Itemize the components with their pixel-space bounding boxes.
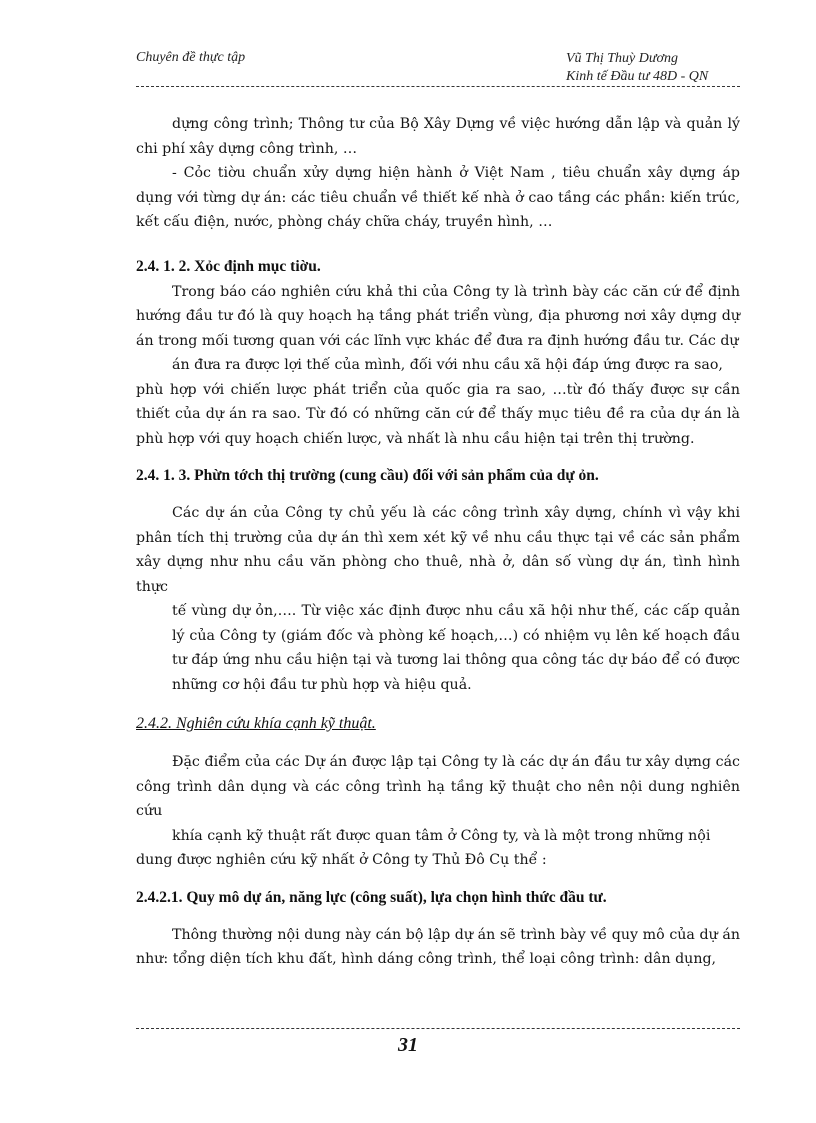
footer-divider [136,1028,740,1029]
subsection-heading: 2.4.2. Nghiên cứu khía cạnh kỹ thuật. [136,715,376,732]
section-heading: 2.4. 1. 3. Phừn tớch thị trường (cung cầu) đối với sản phẩm của dự ỏn. [136,467,599,484]
header-class: Kinh tế Đầu tư 48D - QN [566,69,709,84]
paragraph: Thông thường nội dung này cán bộ lập dự án sẽ trình bày về quy mô của dự án như: tổng diện tích khu đất, hình dáng công trình, thể loại công trình: dân dụng, [136,926,740,967]
document-body [136,112,740,972]
paragraph: tế vùng dự ỏn,…. Từ việc xác định được nhu cầu xã hội như thế, các cấp quản lý của Công ty (giám đốc và phòng kế hoạch,…) có nhiệm vụ lên kế hoạch đầu tư đáp ứng nhu cầu hiện tại và tương lai thông qua công tác dự báo để có được những cơ hội đầu tư phù hợp và hiệu quả. [172,603,740,693]
paragraph: án đưa ra được lợi thế của mình, đối với nhu cầu xã hội đáp ứng được ra sao, [172,357,723,373]
paragraph: dựng công trình; Thông tư của Bộ Xây Dựng về việc hướng dẫn lập và quản lý chi phí xây dựng công trình, … [136,116,740,157]
header-author-block [566,50,708,86]
paragraph: - Cỏc tiờu chuẩn xửy dựng hiện hành ở Việt Nam , tiêu chuẩn xây dựng áp dụng với từng dự án: các tiêu chuẩn về thiết kế nhà ở cao tầng các phần: kiến trúc, kết cấu điện, nước, phòng cháy chữa cháy, truyền hình, … [136,165,740,230]
paragraph: Trong báo cáo nghiên cứu khả thi của Công ty là trình bày các căn cứ để định hướng đầu tư đó là quy hoạch hạ tầng phát triển vùng, địa phương nơi xây dựng dự án trong mối tương quan với các lĩnh vực khác để đưa ra định hướng đầu tư. Các dự [136,283,740,349]
section-heading: 2.4. 1. 2. Xỏc định mục tiờu. [136,257,321,275]
paragraph: dung được nghiên cứu kỹ nhất ở Công ty Thủ Đô Cụ thể : [136,852,547,868]
paragraph: Đặc điểm của các Dự án được lập tại Công ty là các dự án đầu tư xây dựng các công trình dân dụng và các công trình hạ tầng kỹ thuật cho nên nội dung nghiên cứu [136,754,740,819]
section-heading: 2.4.2.1. Quy mô dự án, năng lực (công suất), lựa chọn hình thức đầu tư. [136,888,607,906]
paragraph: Các dự án của Công ty chủ yếu là các công trình xây dựng, chính vì vậy khi phân tích thị trường của dự án thì xem xét kỹ về nhu cầu thực tại về các sản phẩm xây dựng như nhu cầu văn phòng cho thuê, nhà ở, dân số vùng dự án, tình hình thực [136,505,740,595]
header-title: Chuyên đề thực tập [136,50,246,65]
header-divider [136,86,740,87]
paragraph: khía cạnh kỹ thuật rất được quan tâm ở Công ty, và là một trong những nội [172,827,711,844]
paragraph: phù hợp với chiến lược phát triển của quốc gia ra sao, …từ đó thấy được sự cần thiết của dự án ra sao. Từ đó có những căn cứ để thấy mục tiêu đề ra của dự án là phù hợp với quy hoạch chiến lược, và nhất là nhu cầu hiện tại trên thị trường. [136,381,740,447]
header-author: Vũ Thị Thuỳ Dương [566,51,678,66]
page-number: 31 [398,1034,418,1056]
